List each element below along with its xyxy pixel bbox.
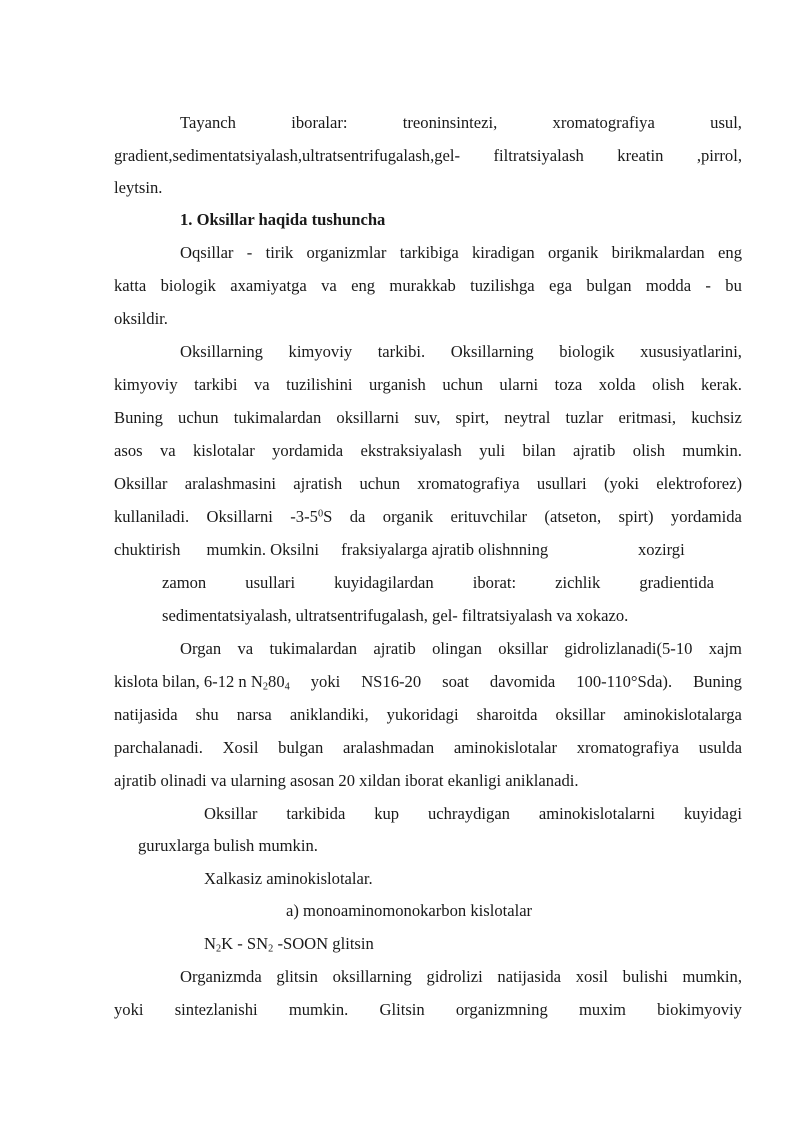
word: yoki <box>310 672 341 691</box>
word: eritmasi, <box>618 408 677 427</box>
word: ,pirrol, <box>696 146 742 165</box>
word: xozirgi <box>638 540 685 559</box>
subitem: a) monoaminomonokarbon kislotalar <box>286 901 533 920</box>
section-heading <box>180 212 385 229</box>
para5-line-2 <box>114 1002 742 1019</box>
temperature-value: $-3-5^0S$ <box>290 507 333 526</box>
word: ajratib <box>573 441 616 460</box>
word: neytral <box>504 408 551 427</box>
word: spirt) <box>618 507 654 526</box>
word: tirik <box>265 243 294 262</box>
word: asos <box>114 441 143 460</box>
word: kimyoviy <box>114 375 178 394</box>
para2-line-4 <box>114 443 742 460</box>
word: bulgan <box>586 276 632 295</box>
word: olish <box>652 375 685 394</box>
word: aminokislotalar <box>453 738 558 757</box>
word: kullaniladi. <box>114 507 190 526</box>
word: uchun <box>359 474 400 493</box>
word: ularni <box>499 375 539 394</box>
word: usul, <box>710 113 742 132</box>
word: bilan <box>522 441 556 460</box>
word: zichlik <box>555 573 601 592</box>
word: usullari <box>245 573 296 592</box>
word: bu <box>725 276 742 295</box>
word: axamiyatga <box>230 276 307 295</box>
word: Glitsin <box>379 1000 425 1019</box>
word: birikmalardan <box>611 243 705 262</box>
word: biokimyoviy <box>657 1000 742 1019</box>
word: yuli <box>479 441 506 460</box>
word: Organ <box>180 639 222 658</box>
para1-line-2 <box>114 278 742 295</box>
word: sharoitda <box>476 705 538 724</box>
word: bulgan <box>278 738 324 757</box>
para2-line-2 <box>114 377 742 394</box>
keywords-line-3: leytsin. <box>114 178 163 197</box>
para2-line-1 <box>180 344 742 361</box>
word: Xosil <box>222 738 259 757</box>
word: mumkin. Oksilni <box>206 540 320 559</box>
word: Tayanch <box>180 113 236 132</box>
word: Oksillarni <box>206 507 273 526</box>
chemical-formula: kislota bilan, 6-12 n $N_280_4$ <box>114 672 290 693</box>
word: xromatografiya <box>417 474 520 493</box>
word: Buning <box>693 672 742 691</box>
word: olingan <box>432 639 482 658</box>
word: parchalanadi. <box>114 738 203 757</box>
word: elektroforez) <box>656 474 742 493</box>
word: Oksillarning <box>450 342 534 361</box>
word: aminokislotalarni <box>538 804 655 823</box>
word: kerak. <box>700 375 742 394</box>
word: oksillarning <box>332 967 412 986</box>
word: kiradigan <box>472 243 535 262</box>
word: gradientida <box>639 573 714 592</box>
word: xolda <box>598 375 636 394</box>
para5-line-1 <box>180 969 742 986</box>
keywords-line-2 <box>114 148 742 165</box>
word: Organizmda <box>180 967 262 986</box>
word: gidrolizi <box>426 967 483 986</box>
word: Oksillarning <box>180 342 263 361</box>
word: da <box>349 507 366 526</box>
para1-line-1 <box>180 245 742 262</box>
word: katta <box>114 276 147 295</box>
word: uchun <box>178 408 219 427</box>
word: oksillarni <box>336 408 400 427</box>
word: davomida <box>489 672 556 691</box>
glycine-formula: $N_2K - SN_2$ -SOON glitsin <box>204 934 374 955</box>
word: spirt, <box>455 408 490 427</box>
word: tuzlar <box>565 408 604 427</box>
word: xromatografiya <box>552 113 655 132</box>
word: kup <box>374 804 400 823</box>
word: tukimalardan <box>269 639 358 658</box>
para3-line-5: ajratib olinadi va ularning asosan 20 xildan iborat ekanligi aniklanadi. <box>114 771 579 790</box>
word: organizmning <box>455 1000 548 1019</box>
para3-line-1 <box>180 641 742 658</box>
word: oksillar <box>498 639 548 658</box>
word: treoninsintezi, <box>402 113 498 132</box>
word: tuzilishini <box>286 375 353 394</box>
para2-line-7 <box>114 540 685 559</box>
word: yukoridagi <box>386 705 459 724</box>
word: urganish <box>369 375 426 394</box>
word: mumkin. <box>288 1000 349 1019</box>
para2-line-3 <box>114 410 742 427</box>
word: ajratish <box>293 474 343 493</box>
word: tarkibi. <box>377 342 426 361</box>
para3-line-4 <box>114 740 742 757</box>
word: biologik <box>559 342 615 361</box>
word: tarkibi <box>194 375 238 394</box>
word: toza <box>554 375 583 394</box>
para2-line-5 <box>114 476 742 493</box>
word: Oksillar <box>114 474 168 493</box>
para1-line-3: oksildir. <box>114 309 168 328</box>
para4-line-2: guruxlarga bulish mumkin. <box>138 836 318 855</box>
word: xajm <box>708 639 742 658</box>
word: gradient,sedimentatsiyalash,ultratsentrifugalash,gel- <box>114 146 461 165</box>
word: suv, <box>414 408 441 427</box>
word: mumkin. <box>682 441 742 460</box>
word: organik <box>382 507 434 526</box>
para4-line-1 <box>204 806 742 823</box>
word: 100-110°Sda). <box>576 672 673 691</box>
word: Oksillar <box>204 804 258 823</box>
word: kreatin <box>617 146 664 165</box>
word: tuzilishga <box>470 276 535 295</box>
section-heading-text: 1. Oksillar haqida tushuncha <box>180 210 386 229</box>
word: - <box>705 276 711 295</box>
subheading: Xalkasiz aminokislotalar. <box>204 869 373 888</box>
word: kuchsiz <box>691 408 742 427</box>
word: bulishi <box>622 967 668 986</box>
word: va <box>321 276 337 295</box>
word: natijasida <box>114 705 178 724</box>
word: eng <box>351 276 376 295</box>
word: ekstraksiyalash <box>360 441 462 460</box>
word: sintezlanishi <box>174 1000 258 1019</box>
word: modda <box>645 276 692 295</box>
word: va <box>237 639 254 658</box>
word: uchraydigan <box>427 804 510 823</box>
word: kislotalar <box>193 441 255 460</box>
word: gidrolizlanadi(5-10 <box>564 639 693 658</box>
word: yordamida <box>670 507 742 526</box>
word: kuyidagi <box>683 804 742 823</box>
para2-line-8 <box>162 575 714 592</box>
word: aminokislotalarga <box>623 705 742 724</box>
word: iboralar: <box>291 113 348 132</box>
word: natijasida <box>497 967 562 986</box>
word: - <box>246 243 253 262</box>
word: aralashmadan <box>342 738 435 757</box>
word: xromatografiya <box>576 738 680 757</box>
para2-line-6 <box>114 509 742 526</box>
word: glitsin <box>276 967 318 986</box>
word: erituvchilar <box>450 507 528 526</box>
word: aralashmasini <box>184 474 276 493</box>
word: va <box>253 375 270 394</box>
word: organik <box>547 243 599 262</box>
para3-line-2 <box>114 674 742 691</box>
word: organizmlar <box>306 243 387 262</box>
word: ajratib <box>373 639 416 658</box>
word: xususiyatlarini, <box>640 342 742 361</box>
word: shu <box>195 705 219 724</box>
word: murakkab <box>389 276 456 295</box>
word: Buning <box>114 408 163 427</box>
word: (atseton, <box>544 507 602 526</box>
word: tukimalardan <box>233 408 322 427</box>
word: muxim <box>578 1000 626 1019</box>
word: eng <box>718 243 742 262</box>
para3-line-3 <box>114 707 742 724</box>
word: yordamida <box>272 441 344 460</box>
word: zamon <box>162 573 207 592</box>
word: aniklandiki, <box>289 705 369 724</box>
word: xosil <box>575 967 608 986</box>
word: (yoki <box>603 474 639 493</box>
word: narsa <box>236 705 272 724</box>
word: biologik <box>160 276 216 295</box>
word: kuyidagilardan <box>334 573 434 592</box>
word: uchun <box>442 375 483 394</box>
word: tarkibiga <box>399 243 459 262</box>
keywords-line-1 <box>180 115 742 132</box>
word: yoki <box>114 1000 144 1019</box>
word: usullari <box>536 474 587 493</box>
word: iborat: <box>472 573 517 592</box>
word: mumkin, <box>682 967 742 986</box>
word: fraksiyalarga ajratib olishnning <box>341 540 549 559</box>
word: ega <box>549 276 573 295</box>
para2-line-9: sedimentatsiyalash, ultratsentrifugalash, gel- filtratsiyalash va xokazo. <box>162 606 629 625</box>
word: soat <box>442 672 469 691</box>
word: NS16-20 <box>361 672 422 691</box>
word: usulda <box>698 738 742 757</box>
word: va <box>159 441 176 460</box>
word: Oqsillar <box>180 243 234 262</box>
word: kimyoviy <box>288 342 353 361</box>
word: tarkibida <box>286 804 346 823</box>
word: filtratsiyalash <box>493 146 584 165</box>
word: chuktirish <box>114 540 181 559</box>
word: olish <box>632 441 666 460</box>
word: oksillar <box>555 705 606 724</box>
